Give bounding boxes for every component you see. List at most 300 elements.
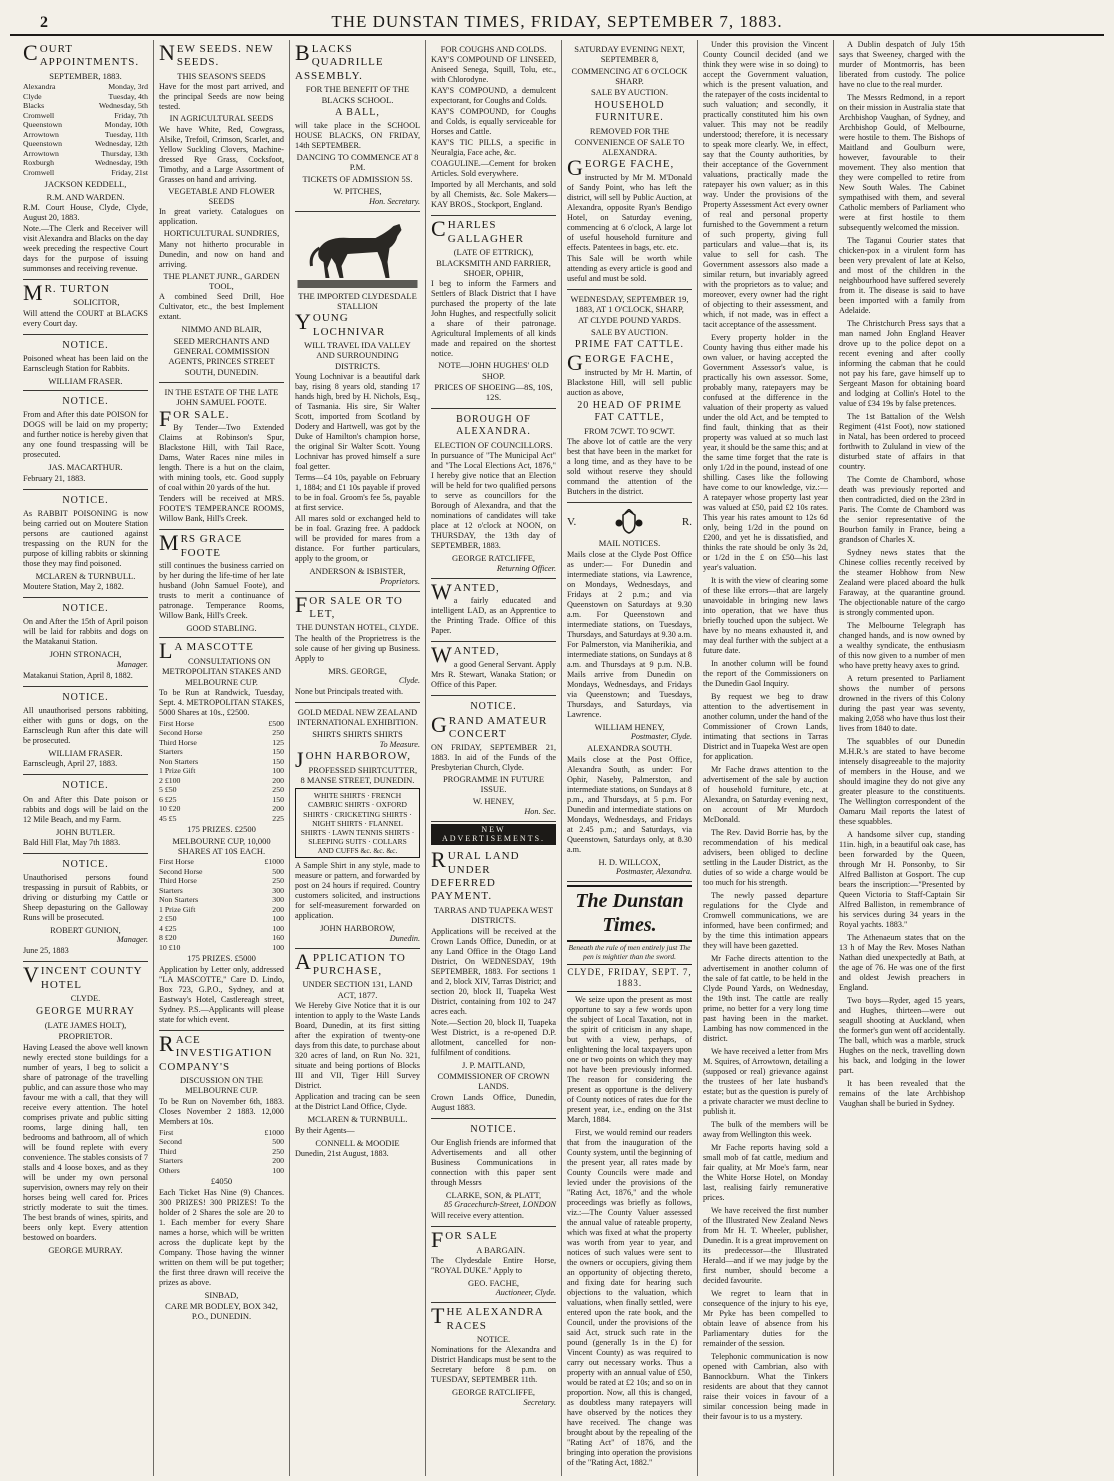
ad-heading: RURAL LAND UNDER DEFERRED PAYMENT.: [431, 847, 520, 903]
ad-signature-title: Auctioneer, Clyde.: [495, 1288, 556, 1298]
rural-land-notice: [431, 847, 556, 1118]
ad-body: FROM 7CWT. TO 9CWT.: [584, 426, 675, 437]
page-number: 2: [40, 14, 48, 31]
ad-body: Poisoned wheat has been laid on the Earnscleugh Station for Rabbits.: [23, 353, 148, 373]
ad-date: Moutere Station, May 2, 1882.: [23, 582, 124, 592]
ad-body: instructed by Mr H. Martin, of Blackstone Hill, will sell public auction as above,: [567, 367, 692, 397]
table-row: [159, 924, 284, 934]
ad-signature: WILLIAM FRASER.: [48, 748, 123, 759]
ad-body: This Sale will be worth while attending as every article is good and useful and must be sold.: [567, 253, 692, 283]
table-cell: Starters: [159, 747, 183, 757]
news-item: A return presented to Parliament shows the number of persons drowned in the rivers of this Colony during the past year was seventy, making 2,058 who have thus lost their lives from 1840 to date.: [839, 674, 965, 733]
mail-notices: [567, 503, 692, 881]
ad-body: DANCING TO COMMENCE AT 8 P.M.: [296, 152, 419, 173]
list-item: KAY'S COMPOUND OF LINSEED, Aniseed Senega, Squill, Tolu, etc., with Chlorodyne.: [431, 55, 556, 85]
table-cell: Thursday, 13th: [101, 148, 148, 158]
table-cell: Alexandra: [23, 82, 56, 92]
ad-body: In pursuance of "The Municipal Act" and "The Local Elections Act, 1876," I hereby give notice that an Election will be held for two qualified persons to serve as councillors for the Borough of Alexandra, and that the nominations of candidates will take place at 12 o'clock at NOON, on THURSDAY, the 13th day of SEPTEMBER, 1883.: [431, 451, 556, 551]
ad-body: From and After this date POISON for DOGS will be laid on my property; and further notice is hereby given that any one found trespassing will be prosecuted.: [23, 410, 148, 460]
table-cell: First Horse: [159, 718, 194, 728]
table-row: [159, 719, 284, 729]
table-cell: Third: [159, 1146, 177, 1156]
gallagher-ad: [431, 216, 556, 408]
news-item: In another column will be found the report of the Commissioners on the Dunedin Gaol Inquiry.: [703, 659, 828, 688]
ad-body: TICKETS OF ADMISSION 5S.: [302, 173, 413, 184]
news-item: The Taganui Courier states that chicken-pox in a virulent form has been very prevalent of late at Kelso, and most of the children in the neighbourhood have suffered severely from it. The disease is said to have been imported with a family from Adelaide.: [839, 236, 965, 315]
news-item: Sydney news states that the Chinese collies recently received by the steamer Hobhow from New Zealand were placed aboard the hulk Faraway, at the quarantine ground. The objectionable nature of the cargo is strongly commented upon.: [839, 548, 965, 617]
ad-body: Mails close at the Clyde Post Office as under:— For Dunedin and intermediate stations, via Lawrence, on Mondays, Wednesdays, and Fridays at 2 p.m.; and via Queenstown on Saturdays at 9.30 a.m. For Queenstown and intermediate stations, on Tuesdays, Thursdays, and Saturdays at 9.30 a.m. For Palmerston, via Maniherikia, and intermediate stations, on Sundays at 8 a.m. and Thursdays at 9 p.m. N.B. Mails arrive from Dunedin on Mondays, Wednesdays, and Fridays via Queenstown; and Tuesdays, Thursdays, and Saturdays, via Lawrence.: [567, 549, 692, 719]
ad-signature-title: SEED MERCHANTS AND GENERAL COMMISSION AGENTS, PRINCES STREET SOUTH, DUNEDIN.: [168, 335, 275, 377]
illustration-caption: THE IMPORTED CLYDESDALE STALLION: [298, 290, 417, 311]
news-item: Two boys—Ryder, aged 15 years, and Hughes, thirteen—were out seagull shooting at Auckland, when the former's gun went off accidentally. The ball, which was a marble, struck Hughes on the neck, travelling down his back, and lodging in the lower part.: [839, 996, 965, 1075]
column-3: [290, 40, 426, 1476]
ad-subheading: REMOVED FOR THE CONVENIENCE OF SALE TO ALEXANDRA.: [574, 126, 685, 157]
table-cell: 250: [272, 1146, 284, 1156]
notice-matakanui: [23, 598, 148, 687]
ad-signature-title: R.M. AND WARDEN.: [46, 191, 125, 202]
ad-signature: MRS. GEORGE,: [328, 665, 387, 676]
ad-signature-title: Secretary.: [523, 1397, 556, 1407]
table-cell: 150: [272, 756, 284, 766]
ad-body: Unauthorised persons found trespassing in pursuit of Rabbits, or driving or disturbing my Cattle or Sheep depasturing on the Galloway Runs will be prosecuted.: [23, 873, 148, 923]
table-cell: Arrowtown: [23, 148, 59, 158]
ad-subheading: DISCUSSION ON THE MELBOURNE CUP.: [180, 1075, 263, 1096]
table-row: [23, 92, 148, 102]
ad-body: A combined Seed Drill, Hoe Cultivator, etc., the best Implement extant.: [159, 292, 284, 322]
grace-foote-ad: [159, 530, 284, 638]
ad-intro: SATURDAY EVENING NEXT, SEPTEMBER 8,: [574, 44, 685, 65]
table-cell: Clyde: [23, 91, 42, 101]
ad-heading: COURT APPOINTMENTS.: [23, 40, 140, 69]
ad-body: NOTE—JOHN HUGHES' OLD SHOP.: [438, 360, 549, 381]
ad-subheading: WILL TRAVEL IDA VALLEY AND SURROUNDING DISTRICTS.: [304, 340, 411, 371]
ad-heading: THE ALEXANDRA RACES: [431, 1303, 544, 1332]
royal-crest-icon: [613, 509, 645, 535]
page-columns: [18, 40, 1104, 1476]
ad-signature: GEORGE RATCLIFFE,: [451, 1387, 536, 1398]
ad-body: Nominations for the Alexandra and District Handicaps must be sent to the Secretary before 8 p.m. on TUESDAY, SEPTEMBER 11th.: [431, 1345, 556, 1385]
table-cell: 300: [272, 895, 284, 905]
ad-signature-title: Manager.: [116, 935, 148, 945]
ad-body: Will attend the COURT at BLACKS every Court day.: [23, 308, 148, 328]
ad-signature: W. HENEY,: [472, 796, 515, 807]
news-item: We have received the first number of the Illustrated New Zealand News from Mr H. T. Wheeler, publisher, Dunedin. It is a great improvement on its predecessor—the Illustrated Herald—and if we may judge by the first number, should become a decided favourite.: [703, 1206, 828, 1285]
ad-signature: MCLAREN & TURNBULL.: [307, 1114, 408, 1125]
ad-feature: A BALL,: [335, 106, 380, 118]
ad-signature-title: Hon. Secretary.: [369, 196, 420, 206]
cattle-auction: [567, 290, 692, 504]
table-cell: Queenstown: [23, 120, 62, 130]
ad-signature-title: Dunedin.: [389, 933, 420, 943]
table-cell: Wednesday, 12th: [95, 139, 148, 149]
table-row: [159, 766, 284, 776]
table-cell: 4 £25: [159, 923, 177, 933]
ad-intro: COMMENCING AT 6 O'CLOCK SHARP.: [571, 65, 688, 87]
new-advertisements-banner: NEW ADVERTISEMENTS.: [431, 824, 556, 846]
column-6: [698, 40, 834, 1476]
news-item: We regret to learn that in consequence of the injury to his eye, Mr Pyke has been compelled to obtain leave of absence from his Parliamentary duties for the remainder of the session.: [703, 1289, 828, 1348]
ad-signature-title: Returning Officer.: [496, 563, 556, 573]
ad-body: PROGRAMME IN FUTURE ISSUE.: [442, 773, 545, 794]
table-row: [159, 728, 284, 738]
foote-estate-sale: [159, 383, 284, 530]
crest-letter-r: R.: [681, 515, 692, 528]
ad-body: Terms—£4 10s, payable on February 1, 1884; and £1 10s payable if proved to be in foal. Groom's fee 5s, payable at first service.: [295, 473, 420, 513]
ad-body: a good General Servant. Apply Mrs R. Stewart, Wanaka Station; or Office of this Paper.: [431, 659, 556, 689]
harborow-ad: [295, 703, 420, 949]
table-row: [23, 101, 148, 111]
news-item: Mr Fache directs attention to the advertisement in another column of the sale of fat cattle, to be held in the Clyde Pound Yards, on Wednesday, the 19th inst. The cattle are really prime, no better for a very long time past having been in the market. Lambing has now commenced in the district.: [703, 954, 828, 1043]
table-row: [23, 111, 148, 121]
news-item: A Dublin despatch of July 15th says that Sweeney, charged with the murder of Montmorris, has been liberated from custody. The police have no clue to the real murder.: [839, 40, 965, 89]
ad-body: None but Principals treated with.: [295, 687, 404, 697]
ad-body: PRICES OF SHOEING—8S, 10S, 12S.: [434, 381, 553, 403]
ad-body: By their Agents—: [295, 1125, 355, 1135]
table-cell: 250: [272, 728, 284, 738]
article-paragraph: First, we would remind our readers that from the inauguration of the County system, until the beginning of the present year, all rates made by County Councils were made and levied under the provisions of the "Rating Act, 1876," and the whole proceedings was briefly as follows, viz.:—The County Valuer assessed the annual value of rateable property, which was fixed at what the property was worth from year to year, and notices of such values were sent to the owners or occupiers, giving them an opportunity of objecting thereto, and fixing date for hearing such objections to the valuation, which valuations, when finally settled, were entered upon the rate book, and the Council, under the provisions of the said Act, struck such rate in the pound (generally 1s in the £) for Vincent County) as was required to carry out necessary works. Thus a property with an annual value of £50, would be rated at £2 10s; and so on in proportion. Now, all this is changed, as doubtless many ratepayers will have observed by the notices they have received. The change was brought about by the repealing of the "Rating Act" of 1876, and the bringing into operation the provisions of the "Rating Act, 1882.": [567, 1127, 692, 1467]
ad-section: VEGETABLE AND FLOWER SEEDS: [168, 185, 275, 206]
new-seeds-ad: [159, 40, 284, 383]
list-item: KAY'S TIC PILLS, a specific in Neuralgia, Face ache, &c.: [431, 138, 556, 158]
article-paragraph: It is with the view of clearing some of these like errors—that are largely unavoidable in bringing new laws into operation, that we have thus briefly touched upon the subject. We have by no means exhausted it, and may deal further with the subject at a future date.: [703, 576, 828, 655]
table-row: [23, 139, 148, 149]
ad-signature-title: Manager.: [116, 659, 148, 669]
ad-signature: ANDERSON & ISBISTER,: [309, 566, 406, 577]
ad-heading: FOR COUGHS AND COLDS.: [440, 44, 547, 54]
ad-date: February 21, 1883.: [23, 473, 86, 483]
ad-section: THE PLANET JUNR., GARDEN TOOL,: [163, 270, 280, 291]
ad-body: A Sample Shirt in any style, made to measure or pattern, and forwarded by post on 24 hours if required. Country customers solicited, and instructions for self-measurement forwarded on application.: [295, 861, 420, 921]
masthead: [10, 8, 1104, 36]
ad-body: Applications will be received at the Crown Lands Office, Dunedin, or at any Land Office in the Otago Land District, On WEDNESDAY, 19th SEPTEMBER, 1883. For sections 1 and 2, block XIV, Tarras District; and section 20, block II, Tuapeka West District, containing from 102 to 247 acres each.: [431, 926, 556, 1016]
ad-heading: WANTED,: [431, 642, 500, 668]
table-row: [159, 804, 284, 814]
ad-role: PROPRIETOR.: [58, 1031, 113, 1042]
ad-signature: JACKSON KEDDELL,: [44, 179, 127, 190]
la-mascotte-ad: [159, 638, 284, 1030]
ad-heading: NOTICE.: [62, 396, 109, 408]
ad-heading: NOTICE.: [62, 858, 109, 870]
vincent-county-hotel-ad: [23, 962, 148, 1258]
wanted-servant: [431, 642, 556, 695]
table-cell: 45 £5: [159, 813, 177, 823]
column-2: [154, 40, 290, 1476]
table-row: [159, 738, 284, 748]
ad-subheading: TARRAS AND TUAPEKA WEST DISTRICTS.: [433, 904, 554, 926]
ad-intro: IN THE ESTATE OF THE LATE JOHN SAMUEL FOOTE.: [164, 387, 279, 408]
table-cell: 1 Prize Gift: [159, 766, 196, 776]
ad-body: Mails close at the Post Office, Alexandra South, as under: For Ophir, Naseby, Palmerston, and intermediate stations, on Sundays at 8 p.m., and Thursdays, at 5 p.m. For Dunedin and intermediate stations on Mondays, Wednesdays, and Fridays at 2.45 p.m.; and Saturdays, via Queenstown, Saturdays only, at 8.30 a.m.: [567, 754, 692, 854]
table-row: [159, 776, 284, 786]
ad-signature: JOHN STRONACH,: [49, 649, 122, 660]
ad-body: On and After the 15th of April poison will be laid for rabbits and dogs on the Matakanui Station.: [23, 617, 148, 647]
table-cell: 250: [272, 785, 284, 795]
table-cell: First Horse: [159, 857, 194, 867]
ad-heading: FOR SALE OR TO LET,: [295, 591, 403, 620]
news-item: Mr Fache reports having sold a small mob of fat cattle, medium and fair quality, at Mr Moe's farm, near the White Horse Hotel, on Monday last, realising fairly remunerative prices.: [703, 1143, 828, 1202]
ad-body: a fairly educated and intelligent LAD, as an Apprentice to the Printing Trade. Office of this Paper.: [431, 596, 556, 636]
table-cell: 125: [272, 737, 284, 747]
ad-signature: SINBAD,: [204, 1289, 239, 1300]
ad-subheading: CONSULTATIONS ON METROPOLITAN STAKES AND MELBOURNE CUP.: [161, 655, 282, 687]
ad-feature: GRAND AMATEUR CONCERT: [431, 711, 548, 741]
wanted-apprentice: [431, 579, 556, 642]
news-item: The bulk of the members will be away from Wellington this week.: [703, 1120, 828, 1139]
ad-signature: MCLAREN & TURNBULL.: [35, 570, 136, 581]
ad-signature: GEORGE RATCLIFFE,: [451, 553, 536, 564]
english-friends-notice: [431, 1119, 556, 1228]
table-cell: Arrowtown: [23, 129, 59, 139]
ad-body: still continues the business carried on by her during the life-time of her late husband (John Samuel Foote), and trusts to merit a continuance of patronage. Temperance Rooms, Willow Bank, Hill's Creek.: [159, 561, 284, 621]
table-cell: Wednesday, 5th: [98, 101, 148, 111]
news-item: By request we beg to draw attention to the advertisement in another column, under the hand of the Commissioner of Crown Lands, intimating that sections in Tarras District and in Tuapeka West are open for application.: [703, 692, 828, 761]
table-row: [159, 905, 284, 915]
coughs-colds-ad: [431, 40, 556, 216]
table-cell: 200: [272, 804, 284, 814]
ad-feature: HOUSEHOLD FURNITURE.: [594, 99, 665, 123]
table-cell: Monday, 3rd: [108, 82, 148, 92]
ad-date: June 25, 1883: [23, 946, 69, 956]
ad-heading: CHARLES GALLAGHER: [431, 216, 524, 245]
table-cell: 1 Prize Gift: [159, 904, 196, 914]
table-row: [159, 814, 284, 824]
table-cell: 500: [272, 866, 284, 876]
table-cell: Monday, 10th: [104, 120, 148, 130]
notice-butler: [23, 775, 148, 854]
table-cell: Friday, 21st: [111, 167, 148, 177]
ad-subheading: ELECTION OF COUNCILLORS.: [434, 440, 553, 451]
table-cell: 100: [272, 923, 284, 933]
prize-table: [159, 857, 284, 952]
table-cell: 225: [272, 813, 284, 823]
ad-signature: NIMMO AND BLAIR,: [181, 324, 262, 335]
ad-heading: NOTICE.: [470, 1123, 517, 1135]
ad-date: Dunedin, 21st August, 1883.: [295, 1148, 389, 1158]
table-row: [159, 933, 284, 943]
prize-table: [159, 719, 284, 824]
ad-signature-title: Clyde.: [398, 676, 420, 686]
ad-footer: Each Ticket Has Nine (9) Chances. 300 PRIZES! 300 PRIZES! To the holder of 2 Shares the sole are 20 to 1. Each member for every Share names a horse, which will be written across the duplicate kept by the Company. Those having the winner written on them will be put together; the first three drawn will receive the prizes as above.: [159, 1187, 284, 1287]
ad-heading: BOROUGH OF ALEXANDRA.: [456, 413, 531, 437]
stallion-ad: [295, 212, 420, 592]
table-cell: Second Horse: [159, 866, 203, 876]
table-cell: Roxburgh: [23, 158, 55, 168]
table-row: [159, 867, 284, 877]
prize-total: 175 PRIZES. £2500: [187, 824, 256, 835]
ad-owner: GEORGE MURRAY: [35, 1005, 136, 1017]
ad-heading: BLACKS QUADRILLE ASSEMBLY.: [295, 40, 384, 82]
ad-body: We have White, Red, Cowgrass, Alsike, Trefoil, Crimson, Scarlet, and Yellow Suckling Clovers, Machine-dressed Rye Grass, Cocksfoot, Timothy, and a Large Assortment of Grasses on hand and arriving.: [159, 124, 284, 184]
table-cell: 100: [272, 1165, 284, 1175]
table-cell: 6 £25: [159, 794, 177, 804]
table-cell: 5 £50: [159, 785, 177, 795]
ad-subheading: NOTICE.: [476, 1334, 511, 1345]
ad-heading: LA MASCOTTE: [159, 638, 254, 664]
news-item: The Christchurch Press says that a man named John England Heaver drove up to the police depot on a recent evening and after coolly informing the cabman that he could not pay his fare, gave himself up to Sergeant Mason for obtaining board and lodging at Collin's Hotel to the value of £34 19s by false pretences.: [839, 319, 965, 408]
editorial-motto: Beneath the rule of men entirely just The pen is mightier than the sword.: [568, 942, 691, 961]
table-row: [159, 757, 284, 767]
court-schedule: [23, 82, 148, 177]
concert-notice: [431, 696, 556, 822]
table-cell: First: [159, 1127, 174, 1137]
ad-body: In great variety. Catalogues on application.: [159, 207, 284, 227]
news-item: The Melbourne Telegraph has changed hands, and is now owned by a wealthy syndicate, the enthusiasm of this now given to a number of men who have pretty heavy axes to grind.: [839, 621, 965, 670]
table-cell: Friday, 7th: [114, 110, 148, 120]
ad-heading: NEW SEEDS. NEW SEEDS.: [159, 40, 274, 69]
borough-election: [431, 409, 556, 579]
table-cell: Starters: [159, 885, 183, 895]
table-row: [159, 943, 284, 953]
news-item: The Athenaeum states that on the 13 h of May the Rev. Moses Nathan Nathan died unexpectedly at Bath, at the age of 76. He was one of the first and oldest Jewish preachers in England.: [839, 933, 965, 992]
ad-signature: GEORGE MURRAY.: [48, 1244, 123, 1255]
table-row: [159, 886, 284, 896]
table-cell: 10 £10: [159, 942, 181, 952]
race-investigation-ad: [159, 1031, 284, 1327]
ad-subheading: AT CLYDE POUND YARDS.: [577, 315, 682, 326]
editorial-dateline: CLYDE, FRIDAY, SEPT. 7, 1883.: [567, 964, 692, 992]
royal-crest-row: [567, 509, 692, 535]
table-row: [159, 914, 284, 924]
news-item: We have received a letter from Mrs M. Squires, of Arrowtown, detailing a (supposed or real) grievance against the trustees of her late husband's estate; but as the question is purely of a private character we must decline to publish it.: [703, 1047, 828, 1116]
ad-body: Will receive every attention.: [431, 1211, 524, 1221]
ad-section: HORTICULTURAL SUNDRIES,: [163, 228, 280, 239]
table-cell: Second: [159, 1137, 182, 1147]
ad-heading: NOTICE.: [62, 780, 109, 792]
ad-tagline: To Measure.: [379, 740, 420, 750]
ad-signature: JOHN HARBOROW,: [320, 923, 395, 934]
table-cell: Tuesday, 11th: [104, 129, 148, 139]
news-item: The Rev. David Borrie has, by the recommendation of his medical advisers, been obliged to decline settling in the Lauder District, as the duties of so wide a charge would be too much for his strength.: [703, 828, 828, 887]
ad-heading: VINCENT COUNTY HOTEL: [23, 962, 143, 991]
editorial-article: [567, 995, 692, 1468]
ad-subheading: UNDER SECTION 131, LAND ACT, 1877.: [302, 979, 413, 1000]
table-cell: 100: [272, 942, 284, 952]
column-5: [562, 40, 698, 1476]
table-cell: 160: [272, 933, 284, 943]
ad-subheading: THIS SEASON'S SEEDS: [177, 70, 266, 81]
table-cell: Wednesday, 19th: [95, 158, 148, 168]
ad-intro: WEDNESDAY, SEPTEMBER 19, 1883, AT 1 O'CLOCK, SHARP,: [570, 293, 689, 315]
ad-heading: NOTICE.: [62, 494, 109, 506]
ad-heading: GEORGE FACHE,: [567, 155, 675, 181]
ad-body: We Hereby Give Notice that it is our intention to apply to the Waste Lands Board, Dunedin, at its first sitting after the expiration of twenty-one days from this date, to purchase about 320 acres of land, on Run No. 321, situate and being portions of Blocks III and VII, Tiger Hill Survey District.: [295, 1001, 420, 1091]
ad-body: instructed by Mr M. M'Donald of Sandy Point, who has left the district, will sell by Public Auction, at Alexandra, opposite Ryan's Bendigo Hotel, on Saturday evening, commencing at 6 o'clock, A large lot of useful household furniture and effects. Patentees in bags, etc. etc.: [567, 172, 692, 252]
table-cell: 200: [272, 1156, 284, 1166]
table-cell: Tuesday, 4th: [108, 91, 148, 101]
news-item: The Messrs Redmond, in a report on their mission in Australia state that Archbishop Vaughan, of Sydney, and Archbishop Gould, of Melbourne, were hostile to them. The Bishops of Maitland and Goulburn were, however, favourable to their movement. They also mention that they were compelled to retire from New South Wales. The Cabinet sympathised with them, and several Catholic members of Parliament who were at first hostile to them subsequently welcomed the mission.: [839, 93, 965, 232]
ad-date: Matakanui Station, April 8, 1882.: [23, 670, 133, 680]
ad-body: As RABBIT POISONING is now being carried out on Moutere Station persons are cautioned against trespassing on the RUN for the purpose of killing rabbits or skinning those they may find poisoned.: [23, 508, 148, 568]
newspaper-title: THE DUNSTAN TIMES, FRIDAY, SEPTEMBER 7, 1883.: [331, 12, 783, 31]
ad-signature-title: Hon. Sec.: [524, 806, 556, 816]
article-paragraph: Every property holder in the County having thus either made his own valuer, or having accepted the Government Assessor's value, is practically his own assessor. Some, probably many, ratepayers may be confused at the difference in the valuation of their property as valued under the old Act, and be tempted to find fault, thinking that as their property was valued at so much last year, it should be the same this; and at the same time forget that the rate is only 1/2d in the pound, instead of one shilling. Cases like the following have come to our knowledge, viz.:—A ratepayer whose property last year was valued at £50, paid £2 10s rates. This year his rates amount to 12s 6d only, being 1/2d in the pound on £200, and yet he is dissatisfied, and thinks the rate should be only 3s 2d, or 1/2d in the £ on £50—his last year's valuation.: [703, 333, 828, 572]
ad-signature-title: 85 Gracechurch-Street, LONDON: [444, 1200, 556, 1210]
ad-subheading: (LATE OF ETTRICK), BLACKSMITH AND FARRIER, SHOER, OPHIR,: [436, 247, 551, 278]
table-row: [23, 158, 148, 168]
ad-signature-title: Postmaster, Alexandra.: [615, 866, 692, 876]
ad-body: Tenders will be received at MRS. FOOTE'S TEMPERANCE ROOMS, Willow Bank, Hill's Creek.: [159, 494, 284, 524]
list-item: KAY'S COMPOUND, a demulcent expectorant, for Coughs and Colds.: [431, 86, 556, 106]
ad-heading: GEORGE FACHE,: [567, 350, 675, 376]
table-row: [159, 857, 284, 867]
table-cell: Blacks: [23, 101, 45, 111]
ad-signature: JAS. MACARTHUR.: [48, 462, 123, 473]
ad-body: will take place in the SCHOOL HOUSE BLACKS, ON FRIDAY, 14th SEPTEMBER.: [295, 121, 420, 151]
bargain-ad: [431, 1227, 556, 1303]
ad-feature: PRIME FAT CATTLE.: [574, 339, 685, 351]
table-cell: £1000: [264, 1127, 284, 1137]
ad-subheading: SOLICITOR,: [73, 297, 120, 308]
ad-signature: WILLIAM FRASER.: [48, 375, 123, 386]
news-item: Telephonic communication is now opened with Cambrian, also with Bannockburn. What the Tinkers residents are about that they cannot raise their voices in favour of a similar concession being made in their favour is to us a mystery.: [703, 1352, 828, 1421]
news-item: The Comte de Chambord, whose death was previously reported and then contradicted, died on the 23rd in Paris. The Comte de Chambord was the senior representative of the Bourbon family in France, being a grandson of Charles X.: [839, 475, 965, 544]
prize-total: 175 PRIZES. £5000: [187, 953, 256, 964]
ad-body: Have for the most part arrived, and the principal Seeds are now being tested.: [159, 82, 284, 112]
ad-signature: JOHN BUTLER.: [55, 826, 116, 837]
ad-note: Note.—The Clerk and Receiver will visit Alexandra and Blacks on the day week preceding the respective Court days for the purpose of issuing summonses and receiving revenue.: [23, 223, 148, 273]
table-cell: Third Horse: [159, 876, 197, 886]
ad-body: Our English friends are informed that Advertisements and all other Business Communications in connection with this paper sent through Messrs: [431, 1137, 556, 1187]
table-cell: Non Starters: [159, 895, 199, 905]
table-row: [23, 168, 148, 178]
table-cell: Second Horse: [159, 728, 203, 738]
table-cell: £500: [268, 718, 284, 728]
table-cell: Others: [159, 1165, 180, 1175]
table-cell: 200: [272, 904, 284, 914]
table-row: [23, 82, 148, 92]
table-cell: 150: [272, 747, 284, 757]
news-item: The squabbles of our Dunedin M.H.R.'s are stated to have become intensely disagreeable to the majority of members in the House, and we should imagine they do not give any greater pleasure to the constituents. The Wellington correspondent of the Oamaru Mail reports the latest of these squabbles.: [839, 737, 965, 826]
table-cell: Non Starters: [159, 756, 199, 766]
ad-signature: CLARKE, SON, & PLATT,: [445, 1189, 542, 1200]
ad-signature-title: Proprietors.: [380, 576, 420, 586]
ad-heading: NOTICE.: [62, 339, 109, 351]
ad-body: All mares sold or exchanged held to be in foal. Grazing free. A paddock will be provided for mares from a distance. For further particulars, apply to the groom, or: [295, 514, 420, 564]
ad-heading: WANTED,: [431, 578, 500, 604]
ad-subheading: SALE BY AUCTION.: [591, 87, 668, 98]
quadrille-assembly-ad: [295, 40, 420, 212]
table-row: [159, 895, 284, 905]
news-item: The newly passed departure regulations for the Clyde and Cromwell communications, we are informed, have been confirmed; and by the time this intimation appears they will have been gazetted.: [703, 891, 828, 950]
table-cell: 100: [272, 914, 284, 924]
news-item: A handsome silver cup, standing 11in. high, in a beautiful oak case, has been forwarded by the Queen, through Mr H. Ponsonby, to Sir Alfred Balliston at Gosport. The cup bears the inscription:—"Presented by Queen Victoria to Staff-Captain Sir Alfred Balliston, in remembrance of his services during 34 years in the Royal yachts. 1883.": [839, 830, 965, 929]
furniture-auction: [567, 40, 692, 290]
ad-heading: APPLICATION TO PURCHASE,: [295, 948, 406, 978]
table-row: [159, 785, 284, 795]
ad-heading: ALEXANDRA SOUTH.: [587, 743, 672, 754]
alexandra-races-ad: [431, 1303, 556, 1412]
ad-body: Note.—Section 20, block II, Tuapeka West District, is a re-opened D.P. allotment, cancelled for non-fulfilment of conditions.: [431, 1017, 556, 1057]
ad-body: The Clydesdale Entire Horse, "ROYAL DUKE." Apply to: [431, 1255, 556, 1275]
article-paragraph: Under this provision the Vincent County Council decided (and we think they were wise in so doing) to accept the Government valuation, which is the present valuation, and the ratepayer of the costs incidental to such valuation; and secondly, it practically constituted him his own valuer. This may not be readily understood; therefore, it is necessary to speak more clearly. We, in effect, say that the County authorities, by their acceptance of the Government valuations, practically made the ratepayer his own valuer; as in this way. Under the provisions of the Property Assessment Act every owner of real and personal property furnished to the Government a return of such property, giving full particulars and value—that is, its value to sell for cash. The Government assessors also made a similar return, but invariably agreed with the proprietors as to value; and moreover, every owner had the right of objecting to their assessment, and which, if not made, was in effect a tacit acceptance of the assessment.: [703, 40, 828, 329]
table-row: [159, 795, 284, 805]
ad-signature: H. D. WILLCOX,: [598, 856, 661, 867]
news-item: The 1st Battalion of the Welsh Regiment (41st Foot), now stationed in Natal, has been ordered to proceed forthwith to Zululand in view of the disturbed state of affairs in that country.: [839, 412, 965, 471]
notice-poison-dogs: [23, 391, 148, 490]
ad-signature-title: CARE MR BODLEY, BOX 342, P.O., DUNEDIN.: [165, 1301, 278, 1322]
horse-illustration: [295, 218, 420, 288]
ad-heading: MAIL NOTICES.: [598, 538, 661, 549]
ad-body: To be Run at Randwick, Tuesday, Sept. 4. METROPOLITAN STAKES, 5000 Shares at 10s., £2500.: [159, 687, 284, 717]
column-4: [426, 40, 562, 1476]
ad-footer: Imported by all Merchants, and sold by all Chemists, &c. Sole Makers—KAY BROS., Stockport, England.: [431, 180, 556, 210]
dunstan-hotel-ad: [295, 592, 420, 704]
ad-subheading: SEPTEMBER, 1883.: [49, 70, 122, 81]
court-appointments: [23, 40, 148, 280]
ad-heading: NOTICE.: [62, 603, 109, 615]
ad-date: Bald Hill Flat, May 7th 1883.: [23, 837, 121, 847]
ad-owner-note: (LATE JAMES HOLT),: [44, 1019, 127, 1030]
